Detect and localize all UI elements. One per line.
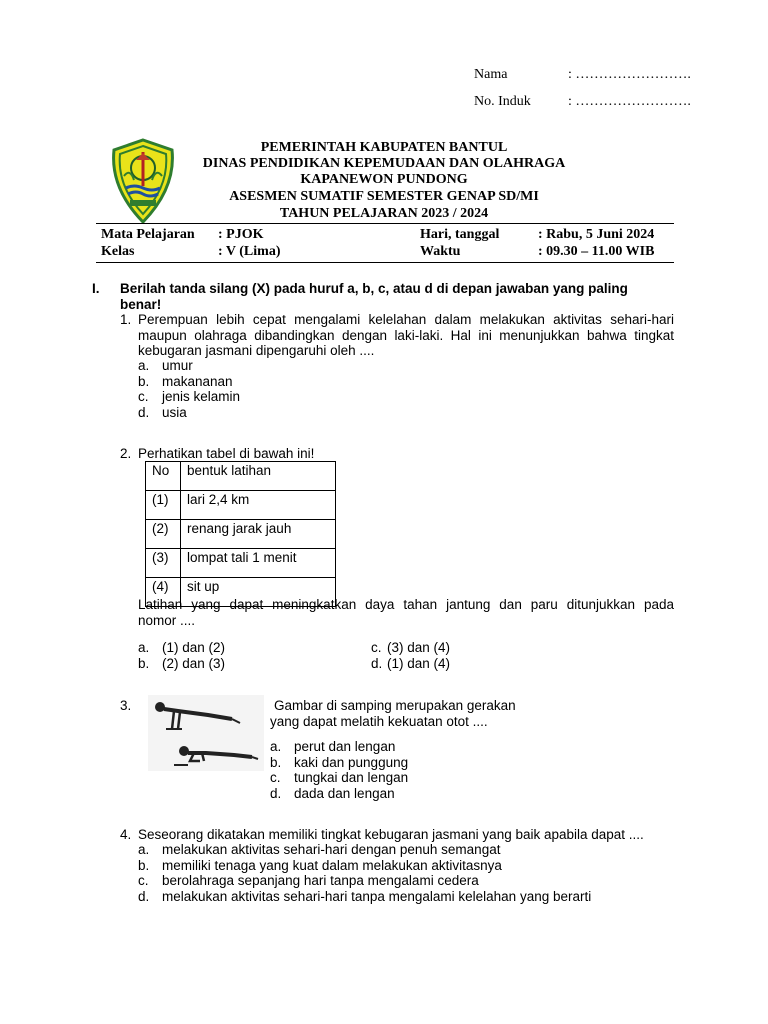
q2-option-d[interactable] xyxy=(371,656,450,672)
name-label: Nama xyxy=(474,67,508,82)
instruction-line: Berilah tanda silang (X) pada huruf a, b, c, atau d di depan jawaban yang paling xyxy=(120,281,628,296)
table-row xyxy=(146,549,336,578)
instruction-line: benar! xyxy=(120,296,162,312)
subject-value: : PJOK xyxy=(218,227,264,242)
option-letter: c. xyxy=(270,770,281,785)
option-letter: b. xyxy=(138,857,150,873)
q4-option-c[interactable] xyxy=(138,873,591,889)
class-label: Kelas xyxy=(101,244,135,259)
time-label: Waktu xyxy=(420,244,461,259)
option-text: kaki dan punggung xyxy=(294,754,409,770)
option-text: perut dan lengan xyxy=(294,739,396,754)
option-letter: b. xyxy=(270,754,282,770)
table-cell: (4) xyxy=(146,578,181,607)
table-cell: (3) xyxy=(146,549,181,578)
table-cell: lompat tali 1 menit xyxy=(181,549,336,578)
option-text: tungkai dan lengan xyxy=(294,770,409,785)
option-text: dada dan lengan xyxy=(294,785,395,801)
q2-intro: Perhatikan tabel di bawah ini! xyxy=(138,446,315,461)
subject-label: Mata Pelajaran xyxy=(101,227,195,242)
option-text: umur xyxy=(162,358,193,373)
q4-stem: Seseorang dikatakan memiliki tingkat kebugaran jasmani yang baik apabila dapat .... xyxy=(138,827,644,842)
q3-options xyxy=(270,739,408,801)
q2-table xyxy=(145,461,336,607)
header-district: KAPANEWON PUNDONG xyxy=(300,172,468,187)
table-row xyxy=(146,491,336,520)
q2-line: nomor .... xyxy=(138,612,196,628)
q3-line: yang dapat melatih kekuatan otot .... xyxy=(270,713,488,729)
q3-option-a[interactable] xyxy=(270,739,408,755)
option-letter: c. xyxy=(371,640,382,655)
q2-number: 2. xyxy=(120,446,132,461)
option-text: melakukan aktivitas sehari-hari dengan penuh semangat xyxy=(162,842,501,857)
table-cell: (2) xyxy=(146,520,181,549)
table-cell: renang jarak jauh xyxy=(181,520,336,549)
time-value: : 09.30 – 11.00 WIB xyxy=(538,244,655,259)
q3-stem xyxy=(270,698,516,729)
option-letter: a. xyxy=(138,842,150,857)
q1-option-c[interactable] xyxy=(138,389,240,405)
header-department: DINAS PENDIDIKAN KEPEMUDAAN DAN OLAHRAGA xyxy=(202,156,566,171)
table-cell: sit up xyxy=(181,578,336,607)
option-letter: d. xyxy=(138,404,150,420)
q2-line: Latihan yang dapat meningkatkan daya tahan jantung dan paru ditunjukkan pada xyxy=(138,597,674,612)
option-text: usia xyxy=(162,404,187,420)
option-letter: a. xyxy=(138,640,150,655)
q2-stem xyxy=(138,597,674,628)
q4-option-a[interactable] xyxy=(138,842,591,858)
option-text: (1) dan (2) xyxy=(162,640,226,655)
q1-option-b[interactable] xyxy=(138,374,240,390)
push-up-illustration xyxy=(148,695,264,771)
table-header-row xyxy=(146,462,336,491)
table-row xyxy=(146,520,336,549)
option-letter: c. xyxy=(138,873,149,888)
q1-option-a[interactable] xyxy=(138,358,240,374)
option-letter: d. xyxy=(138,888,150,904)
section-number: I. xyxy=(92,281,100,296)
option-letter: a. xyxy=(270,739,282,754)
option-text: jenis kelamin xyxy=(162,389,241,404)
table-cell: (1) xyxy=(146,491,181,520)
q3-option-d[interactable] xyxy=(270,786,408,802)
option-letter: b. xyxy=(138,373,150,389)
q4-option-b[interactable] xyxy=(138,858,591,874)
header-year: TAHUN PELAJARAN 2023 / 2024 xyxy=(279,206,489,221)
option-text: (1) dan (4) xyxy=(387,656,451,671)
name-field[interactable]: : ……………………. xyxy=(568,67,691,82)
table-header-cell: bentuk latihan xyxy=(181,462,336,491)
q1-option-d[interactable] xyxy=(138,405,240,421)
id-label: No. Induk xyxy=(474,94,531,109)
q2-option-a[interactable] xyxy=(138,640,225,656)
table-header-cell: No xyxy=(146,462,181,491)
header-rule-top xyxy=(96,223,674,224)
q1-number: 1. xyxy=(120,312,132,327)
date-value: : Rabu, 5 Juni 2024 xyxy=(538,227,655,242)
option-letter: d. xyxy=(270,785,282,801)
q2-option-b[interactable] xyxy=(138,656,225,672)
q4-number: 4. xyxy=(120,827,132,842)
option-text: berolahraga sepanjang hari tanpa mengalami cedera xyxy=(162,873,479,888)
header-exam: ASESMEN SUMATIF SEMESTER GENAP SD/MI xyxy=(229,189,539,204)
option-letter: d. xyxy=(371,656,383,671)
q1-line: Perempuan lebih cepat mengalami kelelahan dalam melakukan aktivitas sehari-hari xyxy=(138,312,674,327)
q4-option-d[interactable] xyxy=(138,889,591,905)
q2-option-c[interactable] xyxy=(371,640,450,656)
option-text: (3) dan (4) xyxy=(387,640,451,655)
q3-line: Gambar di samping merupakan gerakan xyxy=(274,698,516,713)
option-letter: b. xyxy=(138,656,150,671)
section-instruction xyxy=(120,281,628,312)
q1-stem xyxy=(138,312,674,359)
q3-number: 3. xyxy=(120,698,132,713)
q3-option-b[interactable] xyxy=(270,755,408,771)
option-text: melakukan aktivitas sehari-hari tanpa mengalami kelelahan yang berarti xyxy=(162,888,592,904)
table-cell: lari 2,4 km xyxy=(181,491,336,520)
option-text: (2) dan (3) xyxy=(162,656,226,671)
option-text: memiliki tenaga yang kuat dalam melakukan aktivitasnya xyxy=(162,857,502,873)
q1-options xyxy=(138,358,240,420)
option-letter: c. xyxy=(138,389,149,404)
q1-line: maupun olahraga dibandingkan dengan laki-laki. Hal ini menunjukkan bahwa tingkat xyxy=(138,327,674,343)
option-text: makananan xyxy=(162,373,233,389)
id-field[interactable]: : ……………………. xyxy=(568,94,691,109)
q4-options xyxy=(138,842,591,904)
q1-line: kebugaran jasmani dipengaruhi oleh .... xyxy=(138,343,375,358)
date-label: Hari, tanggal xyxy=(420,227,500,242)
option-letter: a. xyxy=(138,358,150,373)
class-value: : V (Lima) xyxy=(218,244,281,259)
q3-option-c[interactable] xyxy=(270,770,408,786)
header-rule-bottom xyxy=(96,262,674,263)
header-government: PEMERINTAH KABUPATEN BANTUL xyxy=(260,140,508,155)
